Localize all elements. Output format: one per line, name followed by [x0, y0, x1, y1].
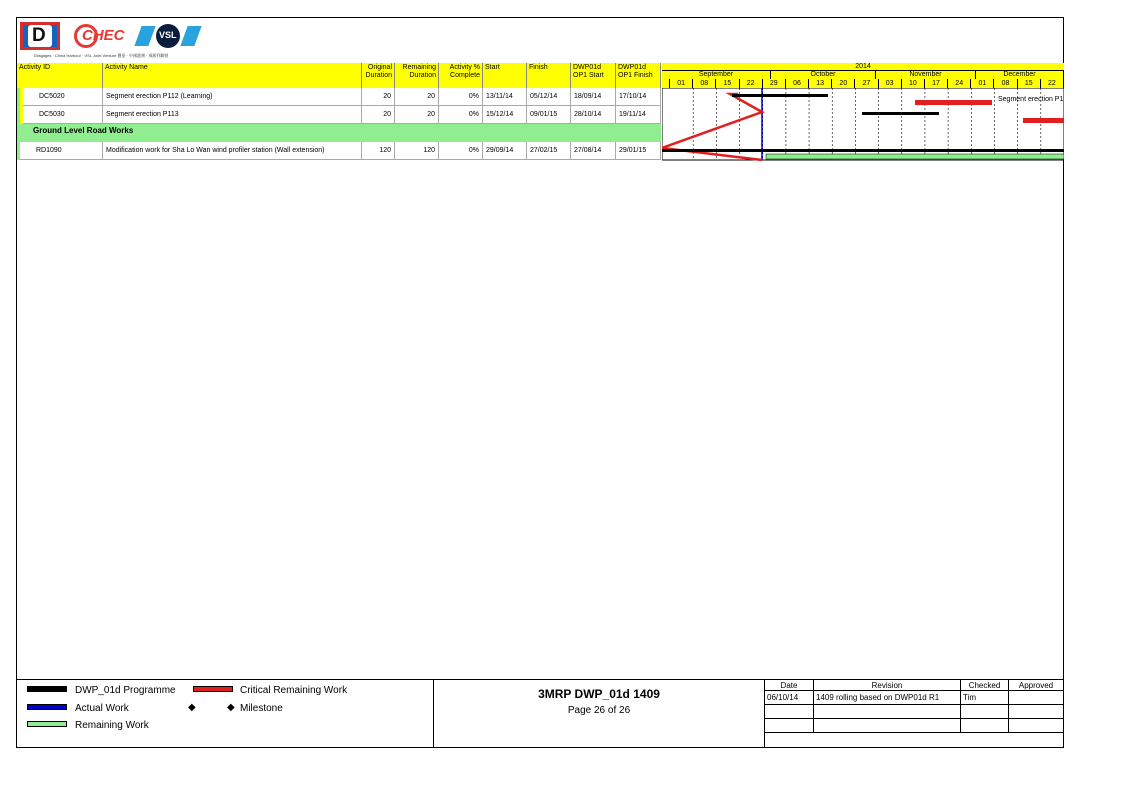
legend-programme-label: DWP_01d Programme [75, 685, 176, 696]
group-row[interactable] [20, 124, 661, 142]
bar-programme-rd1090 [662, 149, 1064, 152]
gantt-week-label: 15 [716, 79, 739, 88]
cell-activity-name: Segment erection P113 [103, 106, 362, 124]
gantt-week-label: 13 [809, 79, 832, 88]
cell-dwp-start: 18/09/14 [571, 88, 616, 106]
gantt-week-label: 03 [879, 79, 902, 88]
gantt-week-label: 17 [925, 79, 948, 88]
revision-empty-cell [961, 719, 1009, 733]
bar-critical-dc5020 [915, 100, 992, 105]
milestone-icon: ◆ [227, 702, 235, 713]
group-title: Ground Level Road Works [33, 126, 134, 135]
revision-empty-cell [814, 705, 961, 719]
header-activity-pct: Activity % Complete [439, 63, 483, 88]
cell-activity-pct: 0% [439, 106, 483, 124]
chec-logo-text: CHEC [82, 27, 125, 44]
gantt-week-label: 08 [994, 79, 1017, 88]
header-dwp-start: DWP01d OP1 Start [571, 63, 616, 88]
cell-activity-pct: 0% [439, 88, 483, 106]
revision-header-approved: Approved [1009, 680, 1064, 691]
cell-remaining-duration: 20 [395, 106, 439, 124]
gantt-week-label: 20 [832, 79, 855, 88]
vsl-logo [138, 24, 204, 48]
legend-remaining-label: Remaining Work [75, 720, 149, 731]
cell-dwp-finish: 29/01/15 [616, 142, 661, 160]
cell-start: 15/12/14 [483, 106, 527, 124]
bar-remaining-rd1090 [766, 154, 1064, 159]
bar-programme-dc5020 [732, 94, 828, 97]
title-block-title: 3MRP DWP_01d 1409 [538, 687, 660, 701]
cell-original-duration: 120 [362, 142, 395, 160]
cell-dwp-start: 27/08/14 [571, 142, 616, 160]
gantt-month-december: December [976, 71, 1064, 79]
cell-activity-name: Modification work for Sha Lo Wan wind profiler station (Wall extension) [103, 142, 362, 160]
header-activity-name: Activity Name [103, 63, 362, 88]
gantt-year: 2014 [855, 63, 871, 70]
cell-remaining-duration: 20 [395, 88, 439, 106]
legend-critical-label: Critical Remaining Work [240, 685, 348, 696]
cell-activity-id: DC5020 [23, 88, 103, 106]
gantt-month-october: October [771, 71, 876, 79]
legend-actual-swatch [27, 704, 67, 710]
revision-empty-cell [814, 719, 961, 733]
cell-activity-name: Segment erection P112 (Learning) [103, 88, 362, 106]
gantt-month-november: November [876, 71, 976, 79]
revision-cell-approved [1009, 691, 1064, 705]
jv-caption: Dragages · China Harbour · VSL Joint Venture 寶嘉 · 中國港灣 · 威勝利聯營 [34, 53, 169, 58]
cell-dwp-start: 28/10/14 [571, 106, 616, 124]
header-remaining-duration: Remaining Duration [395, 63, 439, 88]
chec-logo [74, 24, 128, 48]
revision-cell-checked: Tim [961, 691, 1009, 705]
revision-header-date: Date [765, 680, 814, 691]
header-start: Start [483, 63, 527, 88]
vsl-logo-text: VSL [159, 30, 177, 40]
revision-empty-cell [765, 705, 814, 719]
gantt-week-label: 22 [740, 79, 763, 88]
cell-finish: 09/01/15 [527, 106, 571, 124]
revision-empty-cell [961, 705, 1009, 719]
gantt-chart [662, 88, 1064, 162]
cell-finish: 27/02/15 [527, 142, 571, 160]
cell-activity-pct: 0% [439, 142, 483, 160]
legend-remaining-swatch [27, 721, 67, 727]
bar-critical-dc5030 [1023, 118, 1064, 123]
title-block-page: Page 26 of 26 [567, 705, 631, 716]
cell-original-duration: 20 [362, 106, 395, 124]
cell-original-duration: 20 [362, 88, 395, 106]
revision-cell-revision: 1409 rolling based on DWP01d R1 [814, 691, 961, 705]
gantt-week-label: 27 [855, 79, 878, 88]
milestone-icon: ◆ [188, 702, 196, 713]
legend-actual-label: Actual Work [75, 703, 129, 714]
dragages-logo [20, 22, 60, 50]
gantt-week-label: 22 [1041, 79, 1064, 88]
gantt-week-label: 29 [763, 79, 786, 88]
gantt-week-label: 08 [693, 79, 716, 88]
legend-critical-swatch [193, 686, 233, 692]
logo-row [20, 22, 210, 60]
header-activity-id: Activity ID [17, 63, 103, 88]
dragages-logo-letter: D [32, 25, 46, 46]
revision-empty-cell [1009, 719, 1064, 733]
cell-activity-id: RD1090 [20, 142, 103, 160]
cell-dwp-finish: 19/11/14 [616, 106, 661, 124]
cell-dwp-finish: 17/10/14 [616, 88, 661, 106]
cell-start: 13/11/14 [483, 88, 527, 106]
revision-header-checked: Checked [961, 680, 1009, 691]
bar-label-dc5020: Segment erection P1 [998, 96, 1064, 103]
gantt-week-label: 10 [902, 79, 925, 88]
revision-header-revision: Revision [814, 680, 961, 691]
header-dwp-finish: DWP01d OP1 Finish [616, 63, 661, 88]
gantt-week-label: 01 [971, 79, 994, 88]
header-finish: Finish [527, 63, 571, 88]
gantt-week-label: 15 [1018, 79, 1041, 88]
cell-finish: 05/12/14 [527, 88, 571, 106]
bar-programme-dc5030 [862, 112, 939, 115]
revision-empty-cell [765, 719, 814, 733]
gantt-year-band [662, 63, 1064, 71]
header-original-duration: Original Duration [362, 63, 395, 88]
cell-activity-id: DC5030 [23, 106, 103, 124]
revision-empty-cell [1009, 705, 1064, 719]
gantt-week-label: 06 [786, 79, 809, 88]
gantt-week-label: 01 [670, 79, 693, 88]
revision-cell-date: 06/10/14 [765, 691, 814, 705]
gantt-week-lead [662, 79, 670, 88]
cell-start: 29/09/14 [483, 142, 527, 160]
legend-programme-swatch [27, 686, 67, 692]
gantt-month-september: September [662, 71, 771, 79]
legend-milestone-label: Milestone [240, 703, 283, 714]
gantt-week-label: 24 [948, 79, 971, 88]
cell-remaining-duration: 120 [395, 142, 439, 160]
